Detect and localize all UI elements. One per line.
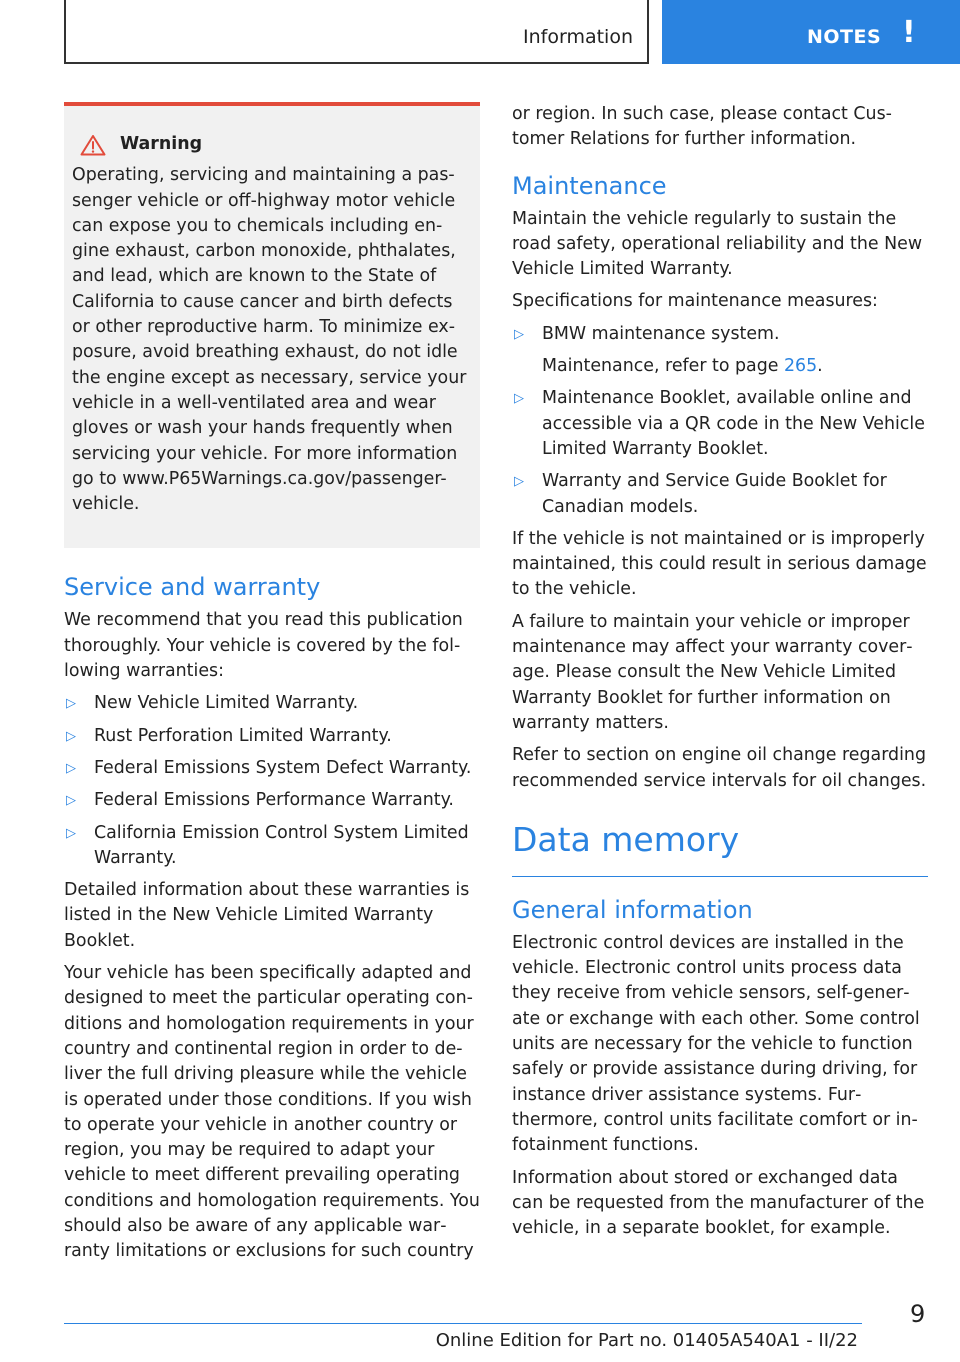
data-memory-paragraph-1: Electronic control devices are installed in the vehicle. Electronic control units process data they receive from vehicle sensors, self-generate or exchange with each other. Some control units are necessary for the vehicle to function safely or provide assistance during driving, for instance driver assistance systems. Furthermore, control units facilitate comfort or infotainment functions. <box>512 932 920 1156</box>
list-item-text: Rust Perforation Limited Warranty. <box>94 725 392 746</box>
general-information-heading: General information <box>512 895 753 924</box>
maintenance-heading: Maintenance <box>512 171 667 200</box>
list-item <box>512 469 928 520</box>
maintenance-list <box>512 322 928 520</box>
vehicle-adapted-paragraph-continued: or region. In such case, please contact Customer Relations for further information. <box>512 104 892 150</box>
warranty-details-paragraph: Detailed information about these warranties is listed in the New Vehicle Limited Warranty Booklet. <box>64 880 470 951</box>
exclamation-icon: ! <box>902 15 916 50</box>
footer-divider <box>64 1323 862 1324</box>
list-item <box>64 756 480 781</box>
page-reference-link[interactable]: 265 <box>783 356 818 377</box>
list-item-text: Warranty and Service Guide Booklet for Canadian models. <box>542 471 887 517</box>
header-section-box <box>64 0 649 64</box>
list-item <box>512 322 928 380</box>
service-warranty-heading: Service and warranty <box>64 573 321 602</box>
list-item <box>512 386 928 462</box>
notes-tab[interactable] <box>662 0 960 64</box>
list-item-text: Maintenance Booklet, available online and accessible via a QR code in the New Vehicle Limited Warranty Booklet. <box>542 388 925 459</box>
data-memory-paragraph-2: Information about stored or exchanged data can be requested from the manufacturer of the vehicle, in a separate booklet, for example. <box>512 1167 925 1239</box>
footer-edition: Online Edition for Part no. 01405A540A1 - II/22 <box>435 1330 858 1351</box>
warning-title: Warning <box>120 134 203 154</box>
warning-box <box>64 102 480 548</box>
bullet-triangle-icon: ▷ <box>514 391 524 407</box>
bullet-triangle-icon: ▷ <box>66 760 76 776</box>
warning-header <box>72 132 470 157</box>
warranty-list <box>64 691 480 871</box>
list-item-text: California Emission Control System Limited Warranty. <box>94 822 469 868</box>
list-item-text: BMW maintenance system. <box>542 323 780 344</box>
list-item-text: Federal Emissions System Defect Warranty. <box>94 757 472 778</box>
list-item-text: Federal Emissions Performance Warranty. <box>94 790 454 811</box>
maintenance-intro: Maintain the vehicle regularly to sustain the road safety, operational reliability and the New Vehicle Limited Warranty. <box>512 208 923 280</box>
page-number: 9 <box>910 1300 926 1328</box>
data-memory-heading: Data memory <box>512 820 928 877</box>
list-item <box>64 724 480 749</box>
bullet-triangle-icon: ▷ <box>66 728 76 744</box>
left-column <box>64 102 480 1272</box>
list-item <box>64 691 480 716</box>
maintenance-reference <box>542 354 928 379</box>
bullet-triangle-icon: ▷ <box>66 696 76 712</box>
right-column <box>512 102 928 1248</box>
maintenance-paragraph-2: A failure to maintain your vehicle or improper maintenance may affect your warranty coverage. Please consult the New Vehicle Limited Warranty Booklet for further information on warranty matters. <box>512 611 913 733</box>
maintenance-paragraph-3: Refer to section on engine oil change regarding recommended service intervals for oil changes. <box>512 745 927 791</box>
service-intro: We recommend that you read this publication thoroughly. Your vehicle is covered by the following warranties: <box>64 610 463 682</box>
notes-tab-label: NOTES <box>807 26 882 48</box>
bullet-triangle-icon: ▷ <box>66 793 76 809</box>
section-title: Information <box>523 26 633 48</box>
warning-triangle-icon <box>80 134 106 156</box>
reference-text: Maintenance, refer to page <box>542 356 784 377</box>
maintenance-spec-label: Specifications for maintenance measures: <box>512 291 878 312</box>
reference-end: . <box>817 356 823 377</box>
bullet-triangle-icon: ▷ <box>514 474 524 490</box>
list-item <box>64 788 480 813</box>
list-item <box>64 821 480 872</box>
vehicle-adapted-paragraph: Your vehicle has been specifically adapted and designed to meet the particular operating conditions and homologation requirements in your country and continental region in order to deliver the full driving pleasure while the vehicle is operated under those conditions. If you wish to operate your vehicle in another country or region, you may be required to adapt your vehicle to meet different prevailing operating conditions and homologation requirements. You should also be aware of any applicable warranty limitations or exclusions for such country <box>64 963 480 1262</box>
bullet-triangle-icon: ▷ <box>514 326 524 342</box>
warning-text: Operating, servicing and maintaining a passenger vehicle or off-highway motor vehicle can expose you to chemicals including engine exhaust, carbon monoxide, phthalates, and lead, which are known to the State of California to cause cancer and birth defects or other reproductive harm. To minimize exposure, avoid breathing exhaust, do not idle the engine except as necessary, service your vehicle in a well-ventilated area and wear gloves or wash your hands frequently when servicing your vehicle. For more information go to www.P65Warnings.ca.gov/passenger-vehicle. <box>72 165 467 515</box>
maintenance-paragraph-1: If the vehicle is not maintained or is improperly maintained, this could result in serious damage to the vehicle. <box>512 528 927 600</box>
list-item-text: New Vehicle Limited Warranty. <box>94 693 359 714</box>
bullet-triangle-icon: ▷ <box>66 825 76 841</box>
